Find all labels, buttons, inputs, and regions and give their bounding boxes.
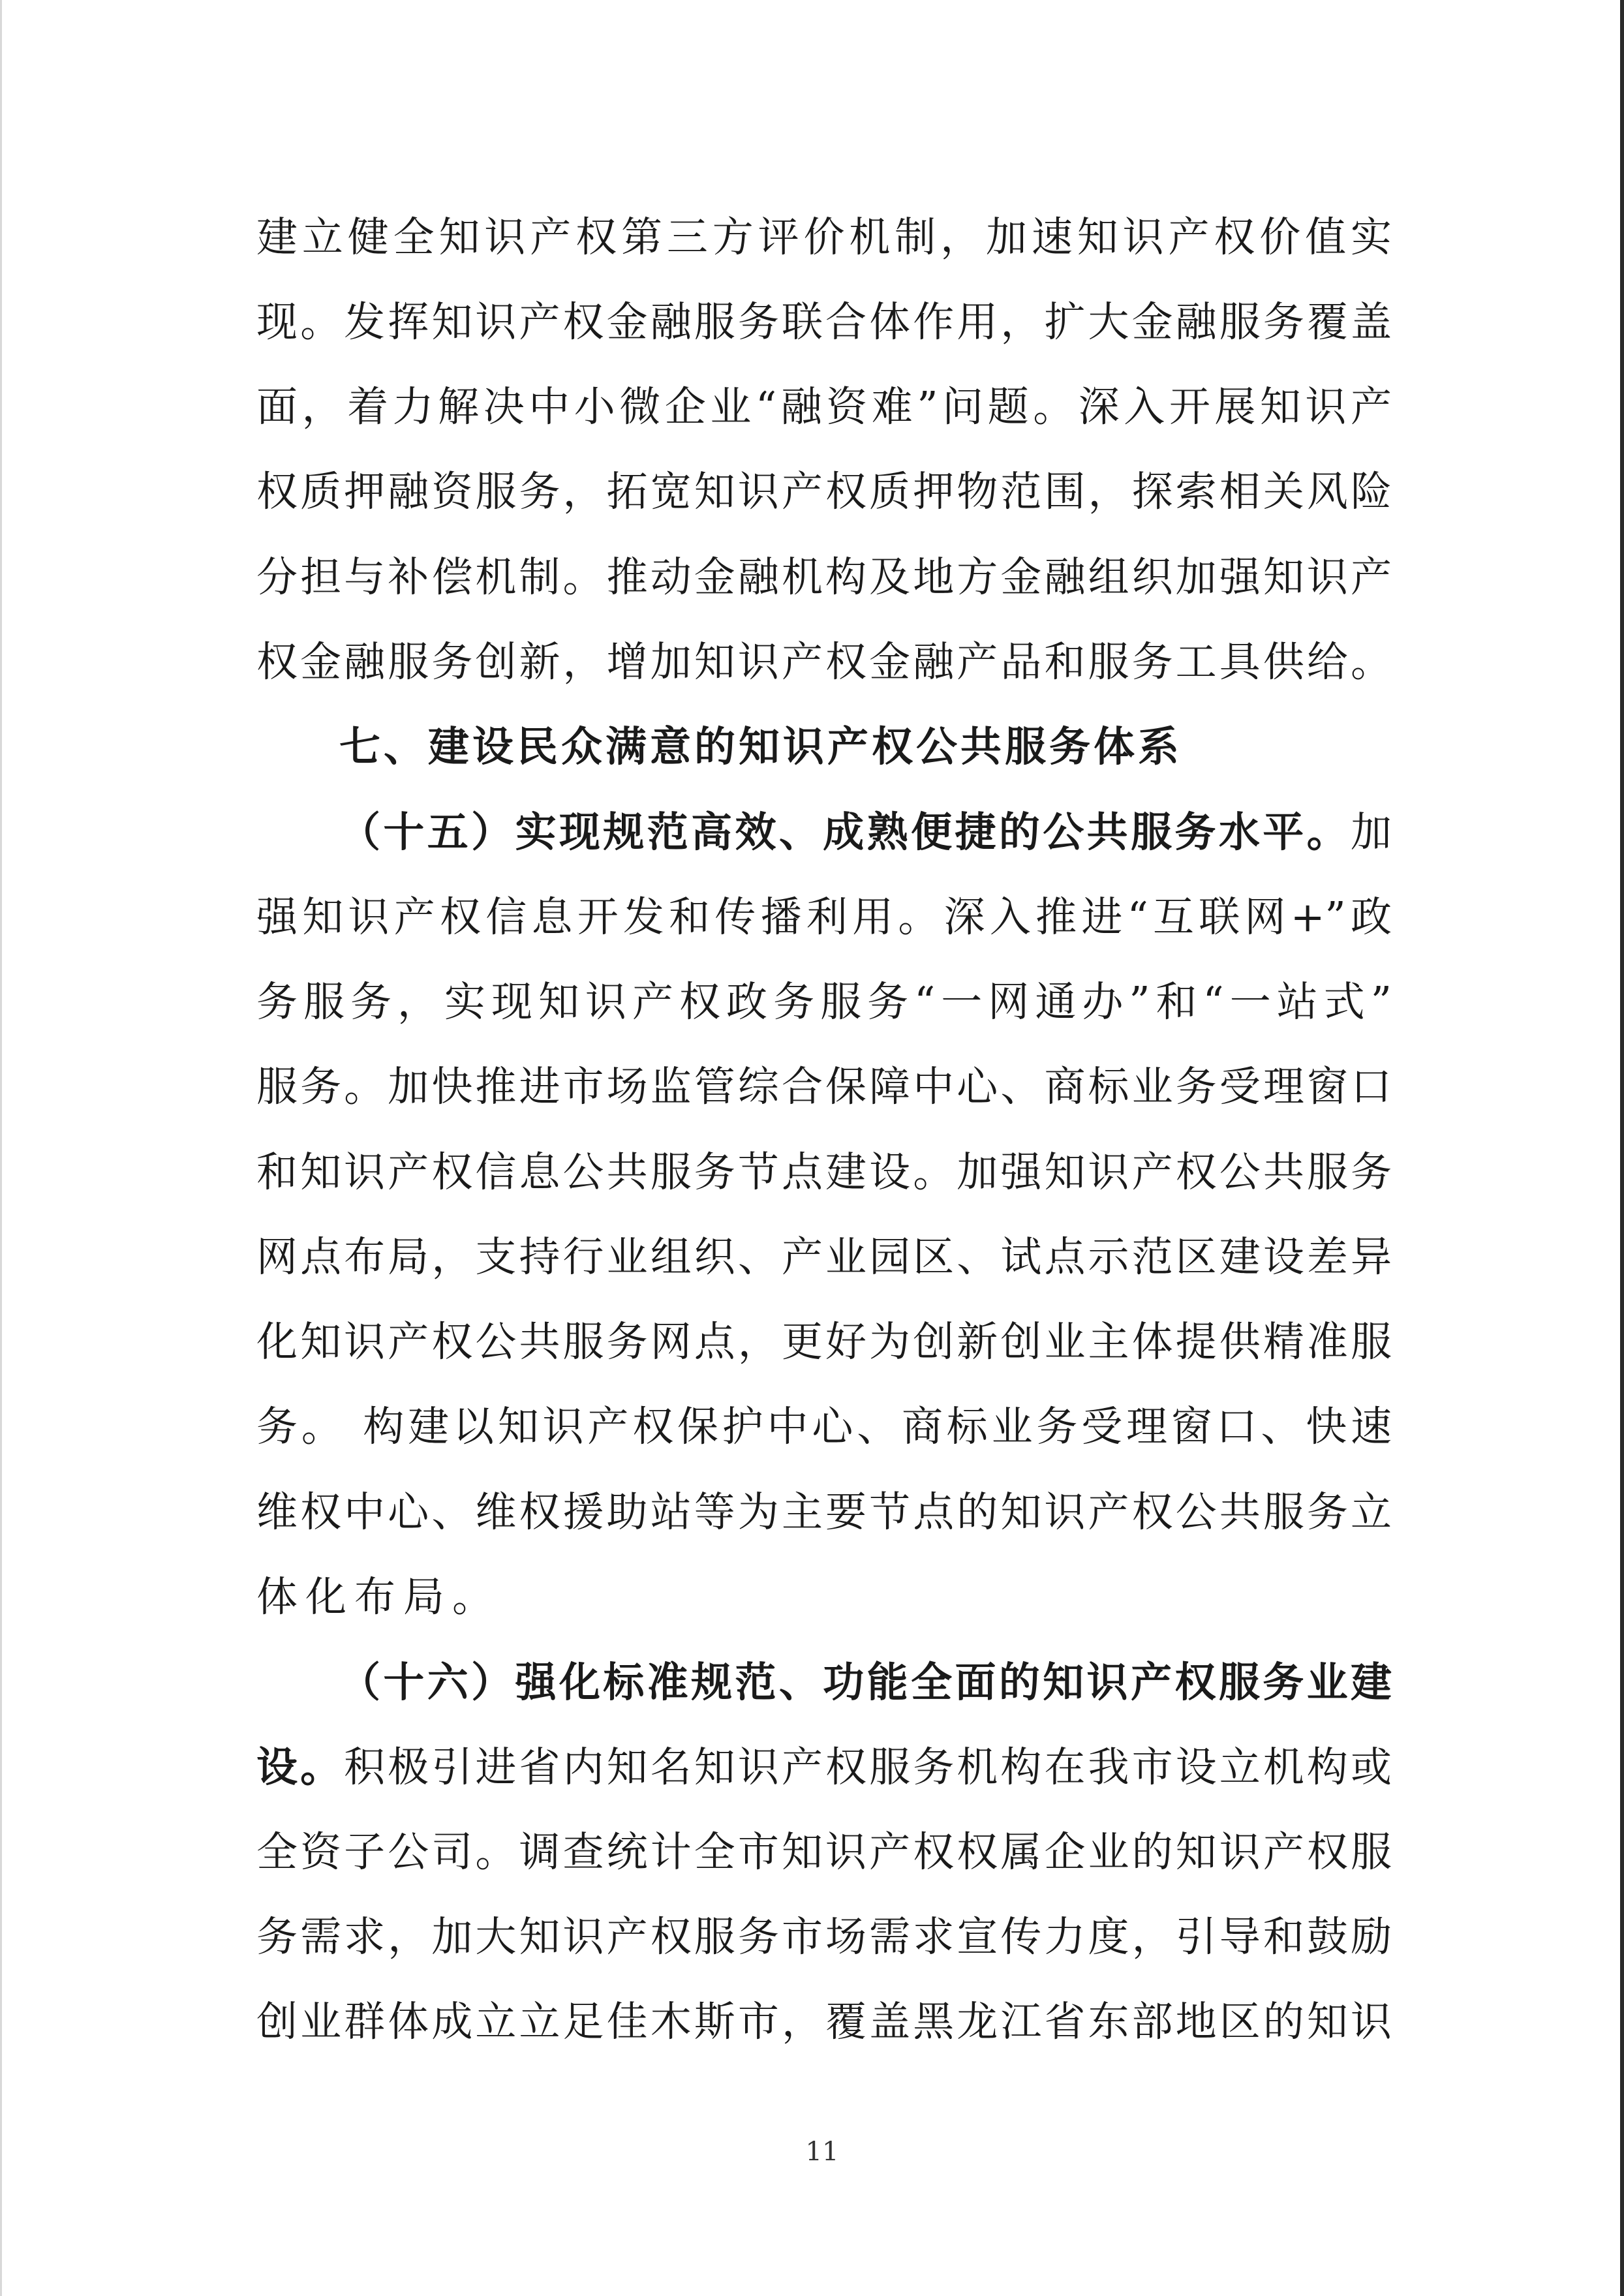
line-text: 务需求，加大知识产权服务市场需求宣传力度，引导和鼓励 [256, 1913, 1392, 1961]
line-text: 建立健全知识产权第三方评价机制，加速知识产权价值实 [256, 213, 1392, 261]
line-text: 务。 构建以知识产权保护中心、商标业务受理窗口、快速 [256, 1403, 1392, 1450]
paragraph-line [256, 1571, 1392, 1623]
paragraph-line [256, 1061, 1392, 1113]
paragraph-line [256, 1231, 1392, 1283]
scan-edge-right [1620, 0, 1624, 2296]
line-text: 全资子公司。调查统计全市知识产权权属企业的知识产权服 [256, 1828, 1392, 1876]
line-text: 体化布局。 [256, 1573, 501, 1621]
paragraph-line [256, 1401, 1392, 1453]
paragraph-line [256, 976, 1392, 1028]
paragraph-line [339, 1656, 1392, 1708]
line-text: 强知识产权信息开发和传播利用。深入推进“互联网+”政 [256, 893, 1392, 941]
section-heading-text: 七、建设民众满意的知识产权公共服务体系 [339, 723, 1182, 771]
line-text: 权质押融资服务，拓宽知识产权质押物范围，探索相关风险 [256, 468, 1392, 515]
line-text: 面，着力解决中小微企业“融资难”问题。深入开展知识产 [256, 383, 1392, 431]
scan-edge-left [0, 0, 2, 2296]
paragraph-line [256, 891, 1392, 943]
line-text: 分担与补偿机制。推动金融机构及地方金融组织加强知识产 [256, 553, 1392, 601]
paragraph-line [256, 551, 1392, 604]
paragraph-line [256, 1316, 1392, 1368]
paragraph-line [256, 636, 1392, 688]
paragraph-line [256, 1826, 1392, 1878]
paragraph-line [256, 381, 1392, 433]
line-text: 维权中心、维权援助站等为主要节点的知识产权公共服务立 [256, 1488, 1392, 1536]
section-heading [339, 721, 1266, 773]
paragraph-line [256, 211, 1392, 264]
paragraph-line [256, 1911, 1392, 1963]
paragraph-line [256, 1146, 1392, 1199]
paragraph-line [256, 466, 1392, 518]
paragraph-line [256, 1741, 1392, 1793]
paragraph-line [256, 1486, 1392, 1538]
paragraph-line [256, 296, 1392, 348]
line-text: 创业群体成立立足佳木斯市，覆盖黑龙江省东部地区的知识 [256, 1998, 1392, 2045]
line-text: 权金融服务创新，增加知识产权金融产品和服务工具供给。 [256, 638, 1392, 686]
paragraph-line [256, 1996, 1392, 2048]
subsection-title: （十六）强化标准规范、功能全面的知识产权服务业建 [339, 1658, 1392, 1706]
line-text: 务服务，实现知识产权政务服务“一网通办”和“一站式” [256, 978, 1392, 1026]
subsection-title: （十五）实现规范高效、成熟便捷的公共服务水平。 [339, 808, 1351, 856]
line-text: 化知识产权公共服务网点，更好为创新创业主体提供精准服 [256, 1318, 1392, 1366]
line-text: 网点布局，支持行业组织、产业园区、试点示范区建设差异 [256, 1233, 1392, 1281]
page-number: 11 [805, 2137, 839, 2167]
subsection-title: 设。 [256, 1743, 345, 1791]
line-text: 积极引进省内知名知识产权服务机构在我市设立机构或 [344, 1743, 1392, 1791]
line-text: 服务。加快推进市场监管综合保障中心、商标业务受理窗口 [256, 1063, 1392, 1110]
line-text: 加 [1351, 808, 1392, 856]
line-text: 现。发挥知识产权金融服务联合体作用，扩大金融服务覆盖 [256, 298, 1392, 346]
line-text: 和知识产权信息公共服务节点建设。加强知识产权公共服务 [256, 1148, 1392, 1196]
paragraph-line [339, 806, 1392, 858]
